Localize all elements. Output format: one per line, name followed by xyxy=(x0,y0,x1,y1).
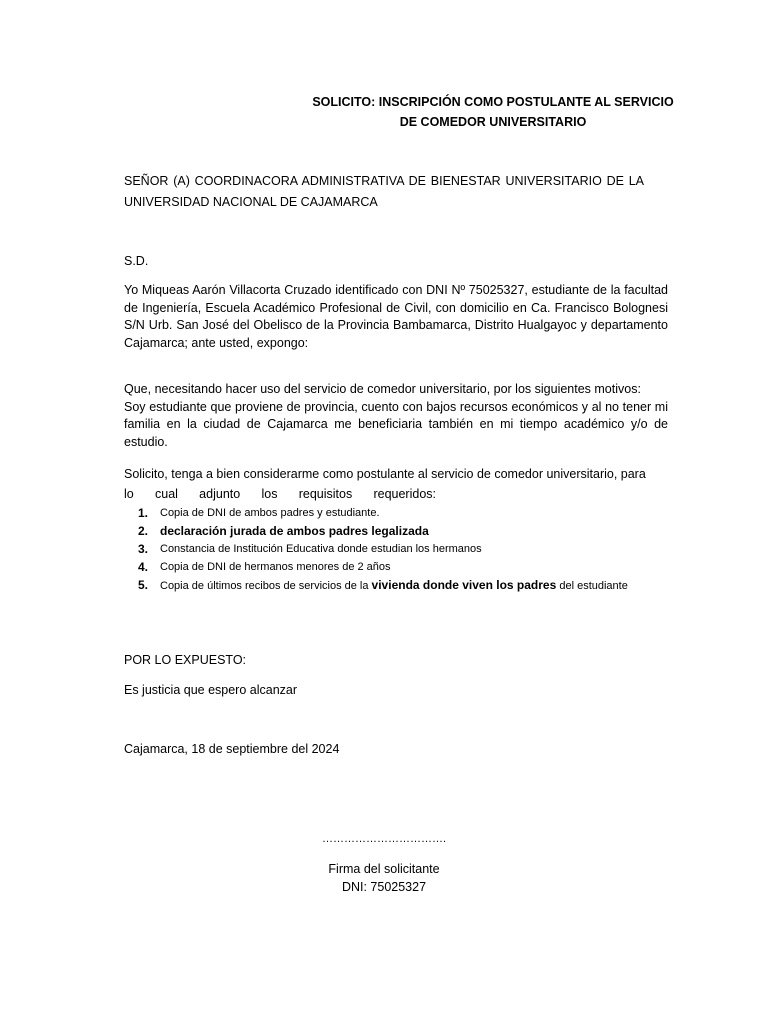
motive-body: Soy estudiante que proviene de provincia, cuento con bajos recursos económicos y al no tener mi familia en la ciudad de Cajamarca me beneficiaria también en mi tiempo académico y/o de estudio. xyxy=(124,399,668,449)
justicia-line: Es justicia que espero alcanzar xyxy=(124,683,298,697)
signature-block xyxy=(300,860,468,896)
request-line-2: lo cual adjunto los requisitos requeridos: xyxy=(124,487,436,501)
list-item-number: 4. xyxy=(138,560,149,574)
addressee-line-2: UNIVERSIDAD NACIONAL DE CAJAMARCA xyxy=(124,195,378,209)
list-item-text-bold: vivienda donde viven los padres xyxy=(371,578,557,592)
signature-line: ……………………………. xyxy=(321,833,447,845)
signature-label: Firma del solicitante xyxy=(328,862,440,876)
subject-line-1: SOLICITO: INSCRIPCIÓN COMO POSTULANTE AL SERVICIO xyxy=(312,95,674,109)
list-item-text-after: del estudiante xyxy=(556,580,628,592)
intro-paragraph: Yo Miqueas Aarón Villacorta Cruzado identificado con DNI Nº 75025327, estudiante de la facultad de Ingeniería, Escuela Académico Profesional de Civil, con domicilio en Ca. Francisco Bolognesi S/N Urb. San José del Obelisco de la Provincia Bambamarca, Distrito Hualgayoc y departamento Cajamarca; ante usted, expongo: xyxy=(124,283,668,350)
list-item xyxy=(124,577,628,595)
salutation: S.D. xyxy=(124,254,149,268)
list-item-text: Copia de DNI de hermanos menores de 2 años xyxy=(160,561,391,573)
motive-paragraph xyxy=(124,381,668,451)
list-item-number: 2. xyxy=(138,524,149,538)
subject-heading xyxy=(300,92,686,132)
list-item xyxy=(124,541,628,559)
list-item-text-before: Copia de últimos recibos de servicios de la xyxy=(160,580,372,592)
por-lo-expuesto: POR LO EXPUESTO: xyxy=(124,653,247,667)
signature-dni: DNI: 75025327 xyxy=(341,880,427,894)
list-item-number: 3. xyxy=(138,542,149,556)
list-item xyxy=(124,559,628,577)
list-item-text: declaración jurada de ambos padres legalizada xyxy=(160,524,429,538)
request-line-1: Solicito, tenga a bien considerarme como postulante al servicio de comedor universitario, para xyxy=(124,467,646,481)
list-item-text: Constancia de Institución Educativa donde estudian los hermanos xyxy=(160,543,482,555)
motive-line-1: Que, necesitando hacer uso del servicio de comedor universitario, por los siguientes motivos: xyxy=(124,382,641,396)
list-item xyxy=(124,523,628,541)
list-item-number: 5. xyxy=(138,578,149,592)
addressee xyxy=(124,171,644,213)
list-item xyxy=(124,505,628,523)
request-paragraph xyxy=(124,464,668,504)
addressee-line-1: SEÑOR (A) COORDINACORA ADMINISTRATIVA DE BIENESTAR UNIVERSITARIO DE LA xyxy=(124,174,644,188)
subject-line-2: DE COMEDOR UNIVERSITARIO xyxy=(399,115,587,129)
requirements-list xyxy=(124,505,628,595)
list-item-number: 1. xyxy=(138,506,149,520)
list-item-text: Copia de DNI de ambos padres y estudiante. xyxy=(160,507,380,519)
date-line: Cajamarca, 18 de septiembre del 2024 xyxy=(124,742,340,756)
